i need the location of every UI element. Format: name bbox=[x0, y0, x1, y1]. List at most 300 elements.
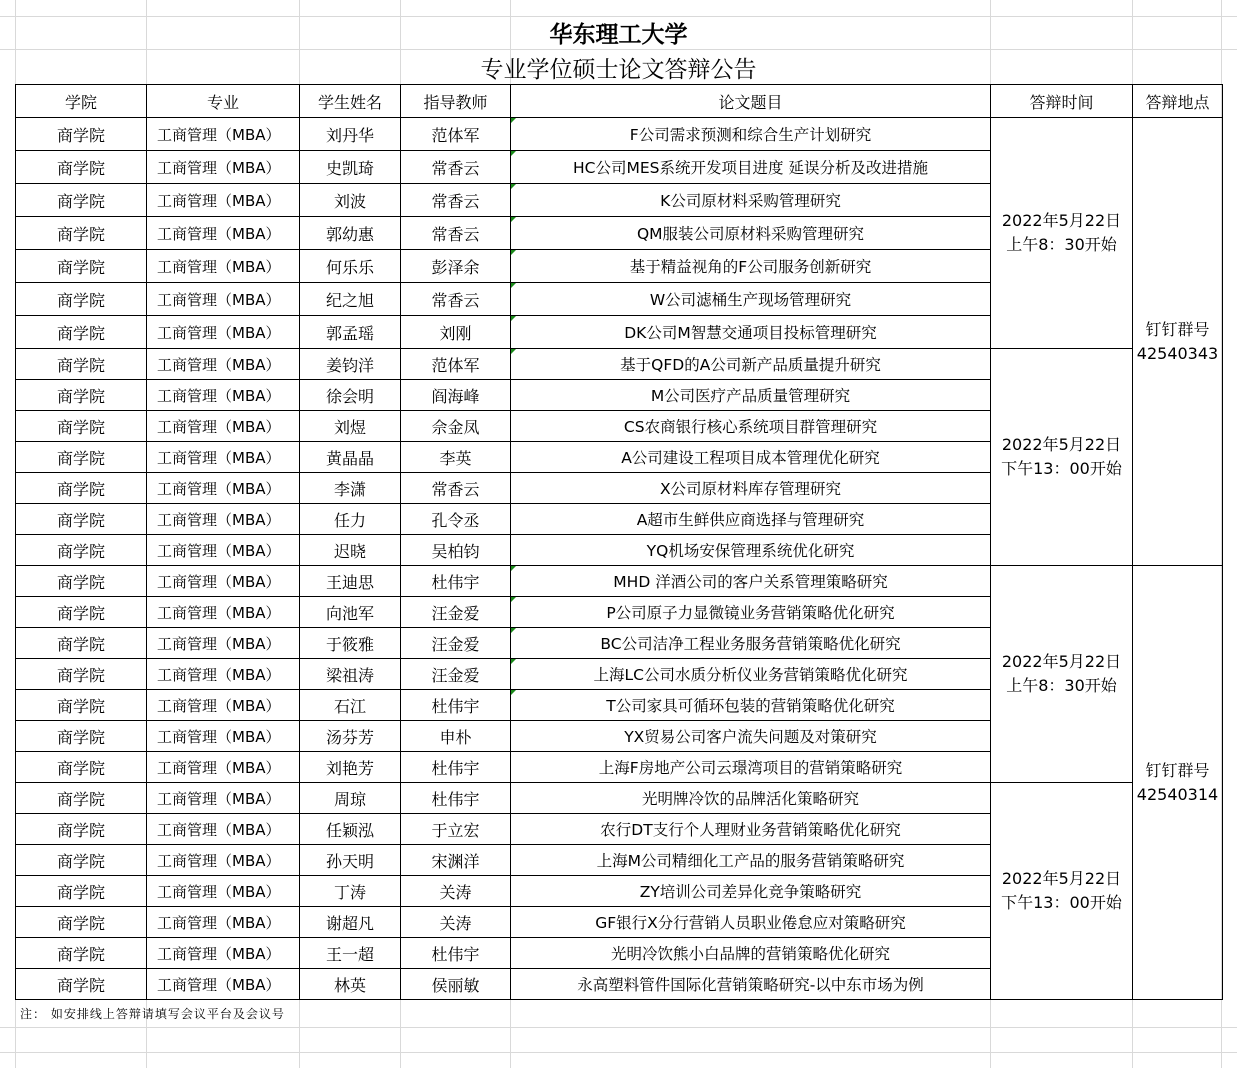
college-cell bbox=[16, 814, 147, 845]
major-cell bbox=[147, 721, 300, 752]
major-cell bbox=[147, 504, 300, 535]
major-cell-text: 工商管理（MBA） bbox=[157, 603, 281, 622]
student-cell bbox=[300, 597, 401, 628]
thesis-cell bbox=[511, 217, 991, 250]
defense-time-cell bbox=[991, 783, 1133, 1000]
student-cell-text: 何乐乐 bbox=[325, 257, 374, 277]
student-cell-text: 纪之旭 bbox=[325, 290, 374, 310]
thesis-cell bbox=[511, 535, 991, 566]
advisor-cell-text: 侯丽敏 bbox=[431, 975, 480, 995]
advisor-cell bbox=[401, 442, 511, 473]
major-cell-text: 工商管理（MBA） bbox=[157, 257, 281, 276]
college-cell bbox=[16, 783, 147, 814]
major-cell bbox=[147, 316, 300, 349]
major-cell-text: 工商管理（MBA） bbox=[157, 975, 281, 994]
student-cell bbox=[300, 690, 401, 721]
college-cell-text: 商学院 bbox=[56, 696, 105, 716]
college-cell bbox=[16, 217, 147, 250]
student-cell-text: 王迪思 bbox=[325, 572, 374, 592]
comment-marker-icon bbox=[511, 690, 516, 695]
major-cell-text: 工商管理（MBA） bbox=[157, 634, 281, 653]
college-cell-text: 商学院 bbox=[56, 191, 105, 211]
college-cell bbox=[16, 690, 147, 721]
major-cell bbox=[147, 814, 300, 845]
advisor-cell bbox=[401, 316, 511, 349]
major-cell bbox=[147, 151, 300, 184]
advisor-cell-text: 关涛 bbox=[439, 882, 472, 902]
student-cell bbox=[300, 969, 401, 1000]
defense-time-cell bbox=[991, 118, 1133, 349]
defense-date: 2022年5月22日 bbox=[1001, 652, 1122, 671]
advisor-cell-text: 汪金爱 bbox=[431, 665, 480, 685]
student-cell bbox=[300, 473, 401, 504]
student-cell-text: 黄晶晶 bbox=[325, 448, 374, 468]
major-cell bbox=[147, 184, 300, 217]
advisor-cell-text: 杜伟宇 bbox=[431, 572, 480, 592]
college-cell bbox=[16, 659, 147, 690]
student-cell bbox=[300, 217, 401, 250]
thesis-cell bbox=[511, 907, 991, 938]
thesis-cell-text: 光明牌冷饮的品牌活化策略研究 bbox=[641, 790, 859, 808]
college-cell bbox=[16, 876, 147, 907]
thesis-cell-text: CS农商银行核心系统项目群管理研究 bbox=[623, 418, 878, 436]
thesis-cell bbox=[511, 783, 991, 814]
advisor-cell-text: 宋渊洋 bbox=[431, 851, 480, 871]
major-cell-text: 工商管理（MBA） bbox=[157, 125, 281, 144]
major-cell bbox=[147, 566, 300, 597]
column-header: 学院 bbox=[16, 85, 147, 118]
thesis-cell bbox=[511, 721, 991, 752]
student-cell-text: 于筱雅 bbox=[325, 634, 374, 654]
advisor-cell bbox=[401, 504, 511, 535]
location-label: 钉钉群号 bbox=[1145, 319, 1210, 339]
thesis-cell bbox=[511, 659, 991, 690]
column-header: 学生姓名 bbox=[300, 85, 401, 118]
thesis-cell-text: QM服装公司原材料采购管理研究 bbox=[636, 225, 865, 243]
defense-date: 2022年5月22日 bbox=[1001, 211, 1122, 230]
student-cell bbox=[300, 845, 401, 876]
college-cell bbox=[16, 938, 147, 969]
thesis-cell-text: 光明冷饮熊小白品牌的营销策略优化研究 bbox=[610, 945, 890, 963]
major-cell-text: 工商管理（MBA） bbox=[157, 665, 281, 684]
major-cell bbox=[147, 118, 300, 151]
student-cell bbox=[300, 283, 401, 316]
college-cell bbox=[16, 118, 147, 151]
thesis-cell bbox=[511, 151, 991, 184]
student-cell-text: 刘煜 bbox=[333, 417, 366, 437]
advisor-cell bbox=[401, 535, 511, 566]
major-cell-text: 工商管理（MBA） bbox=[157, 541, 281, 560]
comment-marker-icon bbox=[511, 151, 516, 156]
student-cell-text: 谢超凡 bbox=[325, 913, 374, 933]
college-cell bbox=[16, 566, 147, 597]
college-cell bbox=[16, 907, 147, 938]
thesis-cell-text: GF银行X分行营销人员职业倦怠应对策略研究 bbox=[595, 914, 906, 932]
major-cell bbox=[147, 876, 300, 907]
student-cell-text: 林英 bbox=[333, 975, 366, 995]
defense-start-time: 上午8：30开始 bbox=[1006, 235, 1117, 254]
table-row bbox=[16, 783, 1223, 814]
major-cell bbox=[147, 907, 300, 938]
defense-start-time: 下午13：00开始 bbox=[1001, 893, 1122, 912]
defense-time-cell bbox=[991, 349, 1133, 566]
advisor-cell bbox=[401, 721, 511, 752]
student-cell bbox=[300, 535, 401, 566]
column-header: 专业 bbox=[147, 85, 300, 118]
major-cell-text: 工商管理（MBA） bbox=[157, 448, 281, 467]
advisor-cell-text: 范体军 bbox=[431, 355, 480, 375]
college-cell bbox=[16, 752, 147, 783]
advisor-cell bbox=[401, 752, 511, 783]
major-cell bbox=[147, 283, 300, 316]
college-cell bbox=[16, 969, 147, 1000]
student-cell bbox=[300, 316, 401, 349]
thesis-cell-text: 基于精益视角的F公司服务创新研究 bbox=[629, 258, 872, 276]
student-cell-text: 汤芬芳 bbox=[325, 727, 374, 747]
student-cell-text: 向池军 bbox=[325, 603, 374, 623]
student-cell bbox=[300, 250, 401, 283]
student-cell-text: 刘艳芳 bbox=[325, 758, 374, 778]
thesis-cell-text: 永高塑料管件国际化营销策略研究-以中东市场为例 bbox=[577, 976, 924, 994]
advisor-cell-text: 佘金凤 bbox=[431, 417, 480, 437]
thesis-cell-text: W公司滤桶生产现场管理研究 bbox=[649, 291, 852, 309]
advisor-cell bbox=[401, 969, 511, 1000]
student-cell-text: 任力 bbox=[333, 510, 366, 530]
advisor-cell-text: 关涛 bbox=[439, 913, 472, 933]
thesis-cell bbox=[511, 316, 991, 349]
college-cell bbox=[16, 283, 147, 316]
thesis-cell bbox=[511, 876, 991, 907]
advisor-cell bbox=[401, 411, 511, 442]
college-cell-text: 商学院 bbox=[56, 290, 105, 310]
advisor-cell bbox=[401, 597, 511, 628]
student-cell-text: 李潇 bbox=[333, 479, 366, 499]
major-cell-text: 工商管理（MBA） bbox=[157, 820, 281, 839]
table-row bbox=[16, 566, 1223, 597]
defense-location-cell bbox=[1133, 566, 1223, 1000]
thesis-cell-text: 上海M公司精细化工产品的服务营销策略研究 bbox=[596, 852, 905, 870]
student-cell-text: 孙天明 bbox=[325, 851, 374, 871]
major-cell bbox=[147, 659, 300, 690]
defense-start-time: 下午13：00开始 bbox=[1001, 459, 1122, 478]
college-cell bbox=[16, 411, 147, 442]
major-cell-text: 工商管理（MBA） bbox=[157, 758, 281, 777]
comment-marker-icon bbox=[511, 628, 516, 633]
thesis-cell bbox=[511, 411, 991, 442]
college-cell bbox=[16, 151, 147, 184]
advisor-cell bbox=[401, 473, 511, 504]
major-cell bbox=[147, 349, 300, 380]
major-cell bbox=[147, 473, 300, 504]
major-cell-text: 工商管理（MBA） bbox=[157, 323, 281, 342]
comment-marker-icon bbox=[511, 349, 516, 354]
college-cell-text: 商学院 bbox=[56, 975, 105, 995]
advisor-cell-text: 于立宏 bbox=[431, 820, 480, 840]
major-cell bbox=[147, 783, 300, 814]
college-cell-text: 商学院 bbox=[56, 913, 105, 933]
student-cell-text: 郭孟瑶 bbox=[325, 323, 374, 343]
thesis-cell-text: F公司需求预测和综合生产计划研究 bbox=[629, 126, 872, 144]
student-cell bbox=[300, 411, 401, 442]
thesis-cell bbox=[511, 250, 991, 283]
college-cell-text: 商学院 bbox=[56, 882, 105, 902]
thesis-cell bbox=[511, 969, 991, 1000]
column-header: 论文题目 bbox=[511, 85, 991, 118]
comment-marker-icon bbox=[511, 659, 516, 664]
gridline bbox=[0, 1052, 1237, 1053]
advisor-cell bbox=[401, 907, 511, 938]
college-cell-text: 商学院 bbox=[56, 820, 105, 840]
student-cell bbox=[300, 151, 401, 184]
advisor-cell bbox=[401, 184, 511, 217]
student-cell bbox=[300, 814, 401, 845]
thesis-cell-text: X公司原材料库存管理研究 bbox=[659, 480, 842, 498]
thesis-cell bbox=[511, 504, 991, 535]
college-cell bbox=[16, 473, 147, 504]
thesis-cell bbox=[511, 283, 991, 316]
student-cell-text: 史凯琦 bbox=[325, 158, 374, 178]
thesis-cell bbox=[511, 845, 991, 876]
header-row bbox=[16, 85, 1223, 118]
thesis-cell-text: ZY培训公司差异化竞争策略研究 bbox=[639, 883, 862, 901]
college-cell bbox=[16, 349, 147, 380]
major-cell-text: 工商管理（MBA） bbox=[157, 158, 281, 177]
college-cell-text: 商学院 bbox=[56, 851, 105, 871]
thesis-cell-text: 上海F房地产公司云璟湾项目的营销策略研究 bbox=[598, 759, 903, 777]
major-cell-text: 工商管理（MBA） bbox=[157, 510, 281, 529]
thesis-cell-text: DK公司M智慧交通项目投标管理研究 bbox=[624, 324, 877, 342]
major-cell bbox=[147, 690, 300, 721]
thesis-cell bbox=[511, 473, 991, 504]
thesis-cell bbox=[511, 752, 991, 783]
advisor-cell-text: 杜伟宇 bbox=[431, 696, 480, 716]
student-cell-text: 周琼 bbox=[333, 789, 366, 809]
major-cell-text: 工商管理（MBA） bbox=[157, 355, 281, 374]
advisor-cell-text: 杜伟宇 bbox=[431, 944, 480, 964]
thesis-cell-text: YQ机场安保管理系统优化研究 bbox=[646, 542, 855, 560]
student-cell-text: 任颖泓 bbox=[325, 820, 374, 840]
college-cell-text: 商学院 bbox=[56, 158, 105, 178]
college-cell-text: 商学院 bbox=[56, 603, 105, 623]
defense-date: 2022年5月22日 bbox=[1001, 869, 1122, 888]
advisor-cell-text: 申朴 bbox=[439, 727, 472, 747]
column-header: 答辩地点 bbox=[1133, 85, 1223, 118]
comment-marker-icon bbox=[511, 566, 516, 571]
advisor-cell bbox=[401, 876, 511, 907]
advisor-cell bbox=[401, 566, 511, 597]
college-cell-text: 商学院 bbox=[56, 510, 105, 530]
thesis-cell-text: A公司建设工程项目成本管理优化研究 bbox=[621, 449, 880, 467]
advisor-cell-text: 阎海峰 bbox=[431, 386, 480, 406]
college-cell-text: 商学院 bbox=[56, 634, 105, 654]
thesis-cell bbox=[511, 118, 991, 151]
college-cell-text: 商学院 bbox=[56, 257, 105, 277]
thesis-cell bbox=[511, 566, 991, 597]
major-cell-text: 工商管理（MBA） bbox=[157, 572, 281, 591]
college-cell-text: 商学院 bbox=[56, 323, 105, 343]
footnote: 注： 如安排线上答辩请填写会议平台及会议号 bbox=[20, 1007, 285, 1021]
advisor-cell-text: 孔令丞 bbox=[431, 510, 480, 530]
thesis-cell-text: 上海LC公司水质分析仪业务营销策略优化研究 bbox=[593, 666, 908, 684]
major-cell-text: 工商管理（MBA） bbox=[157, 191, 281, 210]
college-cell bbox=[16, 380, 147, 411]
column-header: 指导教师 bbox=[401, 85, 511, 118]
comment-marker-icon bbox=[511, 316, 516, 321]
student-cell-text: 徐会明 bbox=[325, 386, 374, 406]
major-cell-text: 工商管理（MBA） bbox=[157, 727, 281, 746]
student-cell bbox=[300, 876, 401, 907]
major-cell-text: 工商管理（MBA） bbox=[157, 913, 281, 932]
defense-date: 2022年5月22日 bbox=[1001, 435, 1122, 454]
major-cell bbox=[147, 250, 300, 283]
college-cell-text: 商学院 bbox=[56, 944, 105, 964]
thesis-cell-text: HC公司MES系统开发项目进度 延误分析及改进措施 bbox=[573, 159, 928, 177]
advisor-cell bbox=[401, 118, 511, 151]
major-cell-text: 工商管理（MBA） bbox=[157, 944, 281, 963]
college-cell bbox=[16, 597, 147, 628]
college-cell-text: 商学院 bbox=[56, 572, 105, 592]
comment-marker-icon bbox=[511, 283, 516, 288]
student-cell bbox=[300, 907, 401, 938]
college-cell-text: 商学院 bbox=[56, 789, 105, 809]
advisor-cell bbox=[401, 217, 511, 250]
thesis-cell-text: 基于QFD的A公司新产品质量提升研究 bbox=[620, 356, 881, 374]
defense-schedule-table bbox=[15, 84, 1223, 1000]
advisor-cell-text: 汪金爱 bbox=[431, 603, 480, 623]
column-header: 答辩时间 bbox=[991, 85, 1133, 118]
advisor-cell-text: 杜伟宇 bbox=[431, 758, 480, 778]
advisor-cell-text: 杜伟宇 bbox=[431, 789, 480, 809]
thesis-cell-text: A超市生鲜供应商选择与管理研究 bbox=[636, 511, 865, 529]
major-cell-text: 工商管理（MBA） bbox=[157, 224, 281, 243]
college-cell bbox=[16, 184, 147, 217]
advisor-cell bbox=[401, 814, 511, 845]
student-cell bbox=[300, 783, 401, 814]
student-cell bbox=[300, 380, 401, 411]
thesis-cell-text: T公司家具可循环包装的营销策略优化研究 bbox=[606, 697, 895, 715]
advisor-cell-text: 范体军 bbox=[431, 125, 480, 145]
thesis-cell bbox=[511, 628, 991, 659]
comment-marker-icon bbox=[511, 250, 516, 255]
comment-marker-icon bbox=[511, 118, 516, 123]
thesis-cell bbox=[511, 442, 991, 473]
college-cell-text: 商学院 bbox=[56, 448, 105, 468]
thesis-cell-text: K公司原材料采购管理研究 bbox=[660, 192, 841, 210]
comment-marker-icon bbox=[511, 597, 516, 602]
defense-location-cell bbox=[1133, 118, 1223, 566]
location-number: 42540314 bbox=[1136, 784, 1219, 804]
college-cell bbox=[16, 250, 147, 283]
major-cell bbox=[147, 217, 300, 250]
thesis-cell-text: 农行DT支行个人理财业务营销策略优化研究 bbox=[600, 821, 901, 839]
advisor-cell bbox=[401, 151, 511, 184]
major-cell-text: 工商管理（MBA） bbox=[157, 851, 281, 870]
table-row bbox=[16, 118, 1223, 151]
major-cell bbox=[147, 969, 300, 1000]
student-cell bbox=[300, 442, 401, 473]
thesis-cell bbox=[511, 814, 991, 845]
defense-time-cell bbox=[991, 566, 1133, 783]
major-cell bbox=[147, 597, 300, 628]
location-label: 钉钉群号 bbox=[1145, 760, 1210, 780]
advisor-cell bbox=[401, 250, 511, 283]
advisor-cell bbox=[401, 628, 511, 659]
thesis-cell bbox=[511, 690, 991, 721]
student-cell bbox=[300, 752, 401, 783]
thesis-cell bbox=[511, 349, 991, 380]
major-cell-text: 工商管理（MBA） bbox=[157, 882, 281, 901]
advisor-cell bbox=[401, 783, 511, 814]
student-cell bbox=[300, 349, 401, 380]
college-cell-text: 商学院 bbox=[56, 386, 105, 406]
student-cell bbox=[300, 504, 401, 535]
advisor-cell bbox=[401, 845, 511, 876]
college-cell-text: 商学院 bbox=[56, 479, 105, 499]
college-cell-text: 商学院 bbox=[56, 727, 105, 747]
major-cell bbox=[147, 845, 300, 876]
college-cell bbox=[16, 721, 147, 752]
student-cell-text: 刘波 bbox=[333, 191, 366, 211]
student-cell bbox=[300, 659, 401, 690]
major-cell-text: 工商管理（MBA） bbox=[157, 789, 281, 808]
major-cell bbox=[147, 535, 300, 566]
thesis-cell-text: YX贸易公司客户流失问题及对策研究 bbox=[624, 728, 877, 746]
college-cell bbox=[16, 504, 147, 535]
thesis-cell-text: P公司原子力显微镜业务营销策略优化研究 bbox=[606, 604, 895, 622]
student-cell-text: 迟晓 bbox=[333, 541, 366, 561]
advisor-cell-text: 汪金爱 bbox=[431, 634, 480, 654]
advisor-cell bbox=[401, 690, 511, 721]
major-cell-text: 工商管理（MBA） bbox=[157, 479, 281, 498]
thesis-cell bbox=[511, 938, 991, 969]
advisor-cell bbox=[401, 283, 511, 316]
college-cell bbox=[16, 316, 147, 349]
advisor-cell-text: 常香云 bbox=[431, 191, 480, 211]
college-cell-text: 商学院 bbox=[56, 417, 105, 437]
student-cell-text: 郭幼惠 bbox=[325, 224, 374, 244]
advisor-cell-text: 常香云 bbox=[431, 290, 480, 310]
college-cell-text: 商学院 bbox=[56, 665, 105, 685]
major-cell-text: 工商管理（MBA） bbox=[157, 696, 281, 715]
advisor-cell bbox=[401, 938, 511, 969]
thesis-cell-text: BC公司洁净工程业务服务营销策略优化研究 bbox=[600, 635, 901, 653]
student-cell bbox=[300, 566, 401, 597]
comment-marker-icon bbox=[511, 217, 516, 222]
thesis-cell bbox=[511, 184, 991, 217]
student-cell-text: 王一超 bbox=[325, 944, 374, 964]
major-cell-text: 工商管理（MBA） bbox=[157, 290, 281, 309]
college-cell bbox=[16, 845, 147, 876]
college-cell-text: 商学院 bbox=[56, 758, 105, 778]
thesis-cell-text: M公司医疗产品质量管理研究 bbox=[650, 387, 851, 405]
advisor-cell-text: 李英 bbox=[439, 448, 472, 468]
college-cell-text: 商学院 bbox=[56, 541, 105, 561]
thesis-cell bbox=[511, 597, 991, 628]
table-row bbox=[16, 349, 1223, 380]
page-title: 华东理工大学 bbox=[549, 22, 688, 48]
student-cell-text: 石江 bbox=[333, 696, 366, 716]
student-cell-text: 姜钧洋 bbox=[325, 355, 374, 375]
college-cell bbox=[16, 442, 147, 473]
advisor-cell-text: 彭泽余 bbox=[431, 257, 480, 277]
thesis-cell bbox=[511, 380, 991, 411]
advisor-cell bbox=[401, 380, 511, 411]
advisor-cell-text: 常香云 bbox=[431, 479, 480, 499]
college-cell-text: 商学院 bbox=[56, 125, 105, 145]
major-cell bbox=[147, 752, 300, 783]
major-cell-text: 工商管理（MBA） bbox=[157, 386, 281, 405]
thesis-cell-text: MHD 洋酒公司的客户关系管理策略研究 bbox=[613, 573, 888, 591]
